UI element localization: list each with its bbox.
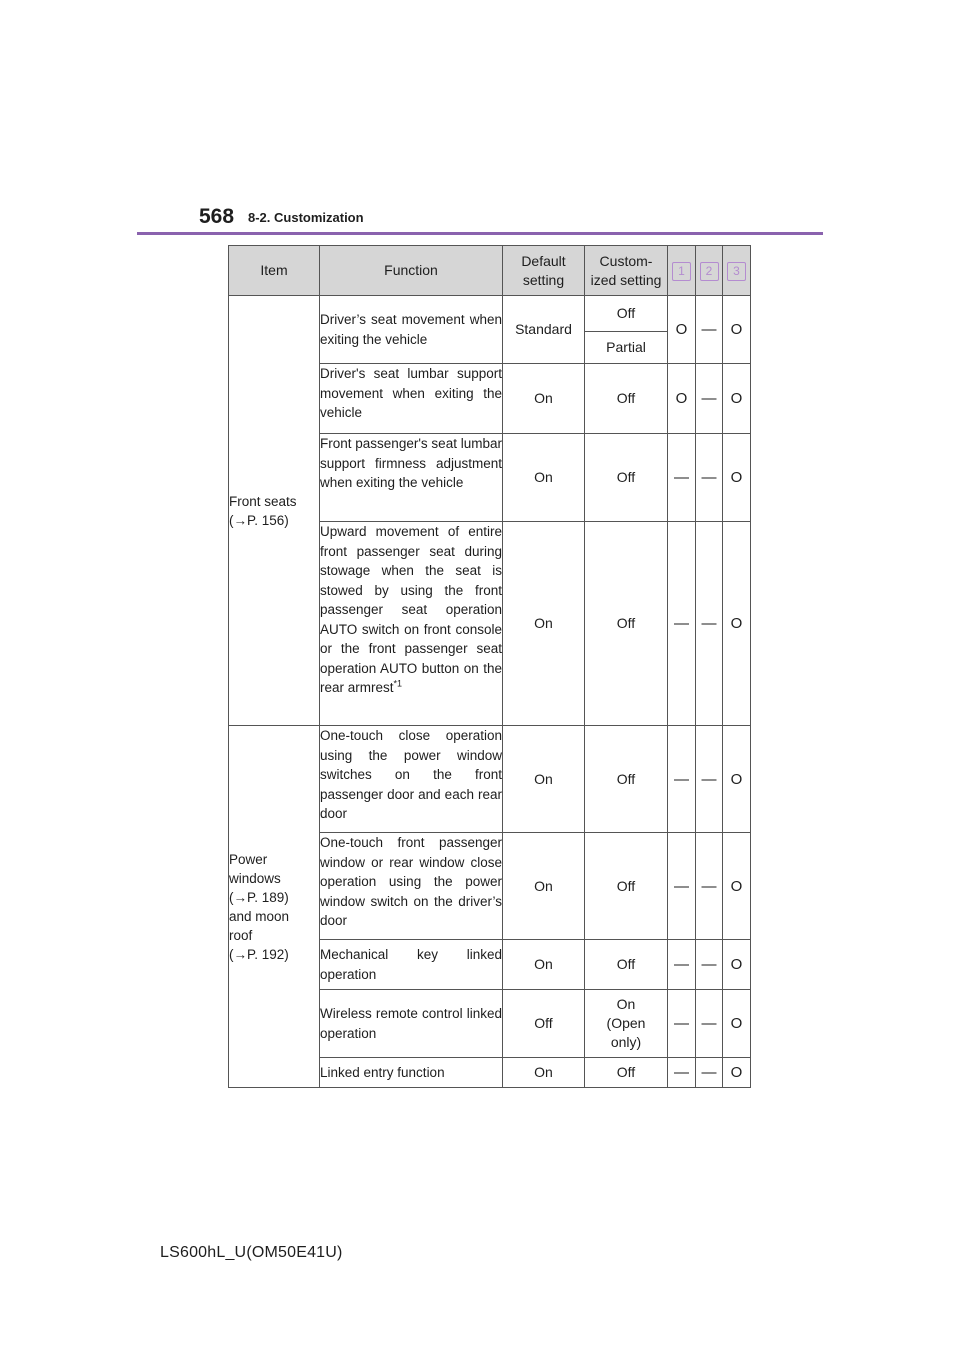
custom-line: only) [610,1034,642,1050]
method-3-badge: 3 [727,262,746,281]
method-1-cell: O [668,296,696,364]
item-label: and moon [229,908,290,924]
method-2-cell: — [696,726,723,833]
table-row [229,726,751,833]
method-1-cell: — [668,1058,696,1088]
method-2-cell: — [696,434,723,522]
default-cell: On [503,940,585,990]
header-divider [137,232,823,235]
header-method-2 [696,246,723,296]
item-label: Power [229,851,268,867]
custom-cell: Off [585,940,668,990]
function-cell: Driver’s seat movement when exiting the vehicle [320,296,503,364]
method-1-cell: — [668,434,696,522]
header-custom-line2: ized setting [590,271,662,288]
item-label: roof [229,927,253,943]
default-cell: Standard [503,296,585,364]
table-header-row [229,246,751,296]
custom-cell: Off [585,296,668,332]
custom-line: (Open [606,1015,646,1031]
footnote-marker: *1 [393,678,403,689]
method-3-cell: O [723,522,751,726]
header-function: Function [320,246,503,296]
item-page-ref: (→P. 156) [229,512,289,528]
table-row [229,296,751,332]
method-1-cell: — [668,726,696,833]
function-text: Upward movement of entire front passenger seat during stowage when the seat is stowed by using the front passenger seat operation AUTO switch on front console or the front passenger seat operation AUTO button on the rear armrest [320,524,502,695]
header-default-setting [503,246,585,296]
item-front-seats [229,296,320,726]
method-1-cell: — [668,990,696,1058]
method-2-cell: — [696,296,723,364]
header-customized-setting [585,246,668,296]
custom-cell: Off [585,833,668,940]
header-item: Item [229,246,320,296]
page-number: 568 [199,205,235,228]
section-title: 8-2. Customization [248,210,364,225]
custom-cell [585,990,668,1058]
method-1-cell: — [668,522,696,726]
method-2-cell: — [696,833,723,940]
method-3-cell: O [723,990,751,1058]
default-cell: On [503,726,585,833]
method-2-cell: — [696,364,723,434]
function-cell: Linked entry function [320,1058,503,1088]
custom-cell: Off [585,522,668,726]
custom-line: On [616,996,636,1012]
custom-cell: Off [585,1058,668,1088]
default-cell: On [503,434,585,522]
method-1-cell: — [668,940,696,990]
custom-cell: Off [585,364,668,434]
custom-cell: Off [585,434,668,522]
function-cell [320,522,503,726]
header-default-line2: setting [522,271,565,288]
default-cell: On [503,1058,585,1088]
document-code: LS600hL_U(OM50E41U) [160,1244,343,1261]
function-cell: Mechanical key linked operation [320,940,503,990]
method-3-cell: O [723,434,751,522]
method-3-cell: O [723,364,751,434]
default-cell: Off [503,990,585,1058]
method-3-cell: O [723,1058,751,1088]
header-method-1 [668,246,696,296]
method-1-cell: — [668,833,696,940]
default-cell: On [503,833,585,940]
method-2-cell: — [696,522,723,726]
method-1-cell: O [668,364,696,434]
function-cell: Wireless remote control linked operation [320,990,503,1058]
function-cell: One-touch front passenger window or rear window close operation using the power window switch on the driver’s door [320,833,503,940]
header-custom-line1: Custom- [599,252,653,269]
function-cell: Driver's seat lumbar support movement when exiting the vehicle [320,364,503,434]
method-2-cell: — [696,990,723,1058]
function-cell: One-touch close operation using the power window switches on the front passenger door and each rear door [320,726,503,833]
item-label: Front seats [229,493,297,509]
method-1-badge: 1 [672,262,691,281]
default-cell: On [503,522,585,726]
item-power-windows [229,726,320,1088]
function-cell: Front passenger's seat lumbar support firmness adjustment when exiting the vehicle [320,434,503,522]
method-3-cell: O [723,940,751,990]
method-2-cell: — [696,940,723,990]
method-3-cell: O [723,726,751,833]
custom-cell: Off [585,726,668,833]
item-page-ref: (→P. 189) [229,889,289,905]
header-method-3 [723,246,751,296]
item-page-ref: (→P. 192) [229,946,289,962]
custom-cell: Partial [585,332,668,364]
method-2-badge: 2 [700,262,719,281]
customization-table [228,245,751,1088]
header-default-line1: Default [521,252,566,269]
item-label: windows [229,870,281,886]
method-3-cell: O [723,833,751,940]
method-3-cell: O [723,296,751,364]
default-cell: On [503,364,585,434]
method-2-cell: — [696,1058,723,1088]
